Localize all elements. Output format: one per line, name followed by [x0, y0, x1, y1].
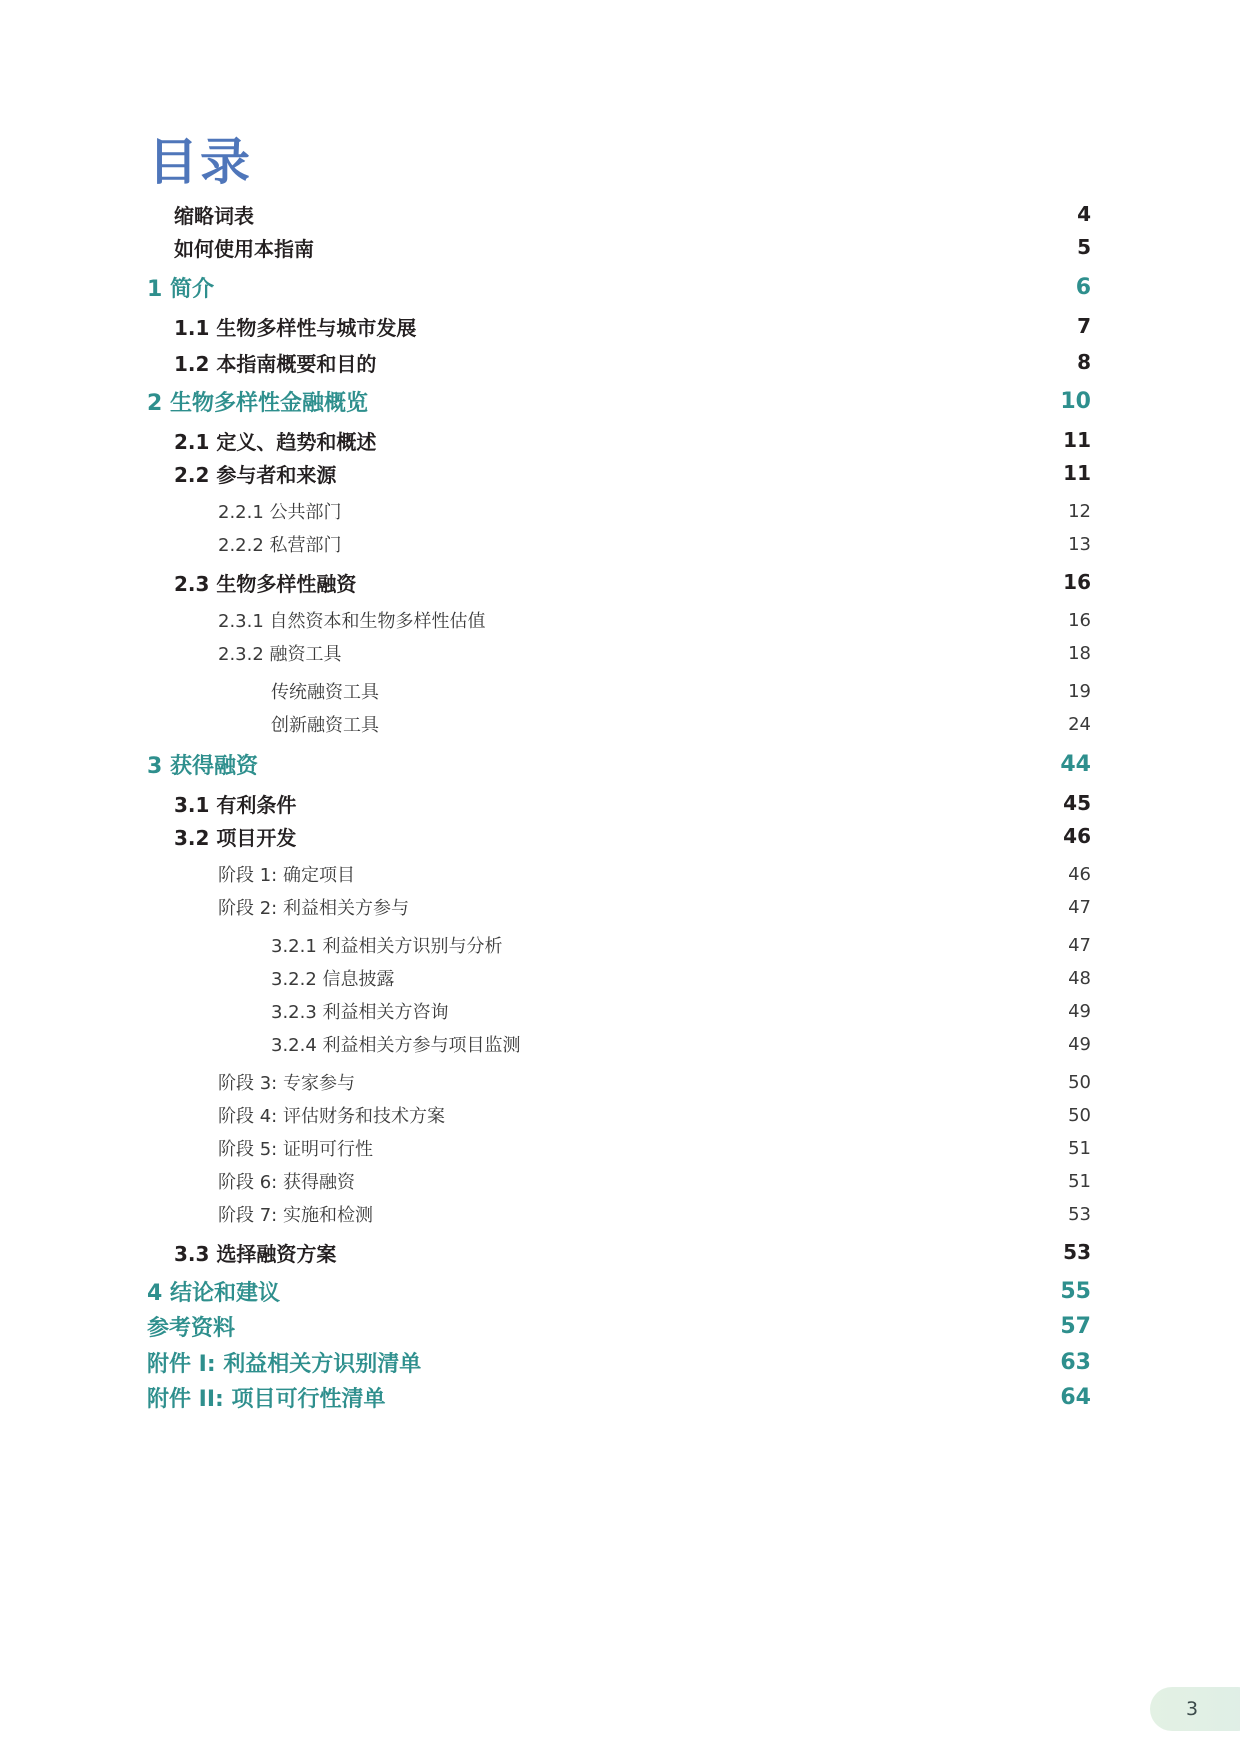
toc-subentry-page: 50: [1068, 1071, 1091, 1093]
toc-subentry-page: 49: [1068, 1033, 1091, 1055]
toc-entry-label: 3.1 有利条件: [174, 792, 297, 817]
toc-subentry-label: 传统融资工具: [271, 682, 379, 703]
toc-subentry[interactable]: [271, 709, 1091, 739]
page-number-badge: [1150, 1687, 1240, 1731]
page-number: 3: [1186, 1698, 1199, 1720]
toc-entry-page: 53: [1063, 1240, 1091, 1264]
toc-subentry-page: 47: [1068, 896, 1091, 918]
toc-entry-page: 11: [1063, 428, 1091, 452]
toc-entry-page: 8: [1077, 350, 1091, 374]
toc-chapter-page: 63: [1060, 1349, 1091, 1375]
toc-entry-label: 3.3 选择融资方案: [174, 1241, 337, 1266]
toc-entry-label: 2.3 生物多样性融资: [174, 571, 357, 596]
toc-chapter[interactable]: [147, 749, 1091, 779]
toc-subentry[interactable]: [271, 676, 1091, 706]
toc-subentry[interactable]: [218, 859, 1091, 889]
toc-subentry-page: 48: [1068, 967, 1091, 989]
toc-chapter-label: 1 简介: [147, 276, 214, 302]
toc-subentry-page: 13: [1068, 533, 1091, 555]
toc-subentry[interactable]: [218, 496, 1091, 526]
toc-entry-page: 11: [1063, 461, 1091, 485]
toc-entry[interactable]: [174, 199, 1091, 229]
toc-chapter-label: 参考资料: [147, 1315, 236, 1341]
toc-subentry[interactable]: [218, 1199, 1091, 1229]
toc-chapter-page: 57: [1060, 1313, 1091, 1339]
toc-subentry-page: 19: [1068, 680, 1091, 702]
toc-subentry-page: 49: [1068, 1000, 1091, 1022]
toc-subentry-page: 46: [1068, 863, 1091, 885]
toc-subentry-page: 53: [1068, 1203, 1091, 1225]
toc-entry-label: 缩略词表: [174, 203, 254, 228]
toc-subentry-page: 24: [1068, 713, 1091, 735]
toc-entry-label: 如何使用本指南: [174, 236, 314, 261]
toc-subentry[interactable]: [271, 930, 1091, 960]
toc-subentry-label: 阶段 5: 证明可行性: [218, 1139, 373, 1160]
toc-subentry-label: 2.2.2 私营部门: [218, 535, 342, 556]
toc-entry-label: 1.1 生物多样性与城市发展: [174, 315, 417, 340]
toc-entry-page: 46: [1063, 824, 1091, 848]
toc-subentry[interactable]: [218, 605, 1091, 635]
toc-subentry-label: 2.2.1 公共部门: [218, 502, 342, 523]
toc-subentry-page: 51: [1068, 1137, 1091, 1159]
toc-subentry[interactable]: [218, 1166, 1091, 1196]
toc-chapter[interactable]: [147, 1276, 1091, 1306]
toc-chapter-page: 55: [1060, 1278, 1091, 1304]
toc-chapter-label: 附件 II: 项目可行性清单: [147, 1386, 386, 1412]
toc-subentry-label: 2.3.2 融资工具: [218, 644, 342, 665]
toc-subentry-label: 阶段 6: 获得融资: [218, 1172, 355, 1193]
toc-subentry-label: 3.2.2 信息披露: [271, 969, 395, 990]
toc-entry-label: 1.2 本指南概要和目的: [174, 351, 377, 376]
toc-chapter[interactable]: [147, 1382, 1091, 1412]
page-title: 目录: [148, 133, 252, 191]
toc-chapter-page: 44: [1060, 751, 1091, 777]
toc-entry[interactable]: [174, 821, 1091, 851]
toc-subentry-page: 12: [1068, 500, 1091, 522]
toc-subentry-page: 16: [1068, 609, 1091, 631]
toc-subentry-label: 阶段 7: 实施和检测: [218, 1205, 373, 1226]
toc-entry-label: 2.2 参与者和来源: [174, 462, 337, 487]
toc-subentry[interactable]: [271, 1029, 1091, 1059]
toc-chapter-page: 6: [1075, 274, 1091, 300]
toc-subentry-label: 阶段 4: 评估财务和技术方案: [218, 1106, 445, 1127]
toc-subentry-label: 阶段 1: 确定项目: [218, 865, 355, 886]
toc-subentry-page: 51: [1068, 1170, 1091, 1192]
toc-subentry-page: 47: [1068, 934, 1091, 956]
toc-chapter-label: 附件 I: 利益相关方识别清单: [147, 1351, 422, 1377]
toc-entry[interactable]: [174, 425, 1091, 455]
toc-chapter-page: 64: [1060, 1384, 1091, 1410]
toc-subentry[interactable]: [218, 529, 1091, 559]
toc-subentry[interactable]: [218, 1067, 1091, 1097]
toc-entry-label: 3.2 项目开发: [174, 825, 297, 850]
toc-subentry[interactable]: [218, 1133, 1091, 1163]
toc-entry-label: 2.1 定义、趋势和概述: [174, 429, 377, 454]
toc-subentry-label: 创新融资工具: [271, 715, 379, 736]
toc-entry[interactable]: [174, 311, 1091, 341]
toc-entry-page: 45: [1063, 791, 1091, 815]
toc-entry-page: 7: [1077, 314, 1091, 338]
toc-subentry[interactable]: [218, 892, 1091, 922]
toc-entry[interactable]: [174, 788, 1091, 818]
toc-chapter-label: 3 获得融资: [147, 753, 258, 779]
toc-subentry[interactable]: [271, 996, 1091, 1026]
toc-entry-page: 5: [1077, 235, 1091, 259]
toc-chapter[interactable]: [147, 1311, 1091, 1341]
toc-subentry[interactable]: [218, 1100, 1091, 1130]
toc-chapter[interactable]: [147, 1347, 1091, 1377]
toc-entry[interactable]: [174, 347, 1091, 377]
toc-subentry-label: 3.2.3 利益相关方咨询: [271, 1002, 449, 1023]
toc-chapter-page: 10: [1060, 388, 1091, 414]
toc-subentry[interactable]: [271, 963, 1091, 993]
toc-chapter-label: 4 结论和建议: [147, 1280, 280, 1306]
toc-entry[interactable]: [174, 458, 1091, 488]
toc-entry[interactable]: [174, 1237, 1091, 1267]
toc-entry-page: 16: [1063, 570, 1091, 594]
toc-chapter[interactable]: [147, 386, 1091, 416]
toc-entry[interactable]: [174, 567, 1091, 597]
toc-subentry-page: 50: [1068, 1104, 1091, 1126]
toc-subentry-label: 阶段 2: 利益相关方参与: [218, 898, 409, 919]
toc-entry[interactable]: [174, 232, 1091, 262]
toc-subentry-label: 3.2.1 利益相关方识别与分析: [271, 936, 503, 957]
toc-subentry-page: 18: [1068, 642, 1091, 664]
toc-subentry-label: 阶段 3: 专家参与: [218, 1073, 355, 1094]
toc-subentry[interactable]: [218, 638, 1091, 668]
toc-subentry-label: 2.3.1 自然资本和生物多样性估值: [218, 611, 486, 632]
toc-chapter[interactable]: [147, 272, 1091, 302]
toc-entry-page: 4: [1077, 202, 1091, 226]
toc-chapter-label: 2 生物多样性金融概览: [147, 390, 368, 416]
toc-subentry-label: 3.2.4 利益相关方参与项目监测: [271, 1035, 521, 1056]
